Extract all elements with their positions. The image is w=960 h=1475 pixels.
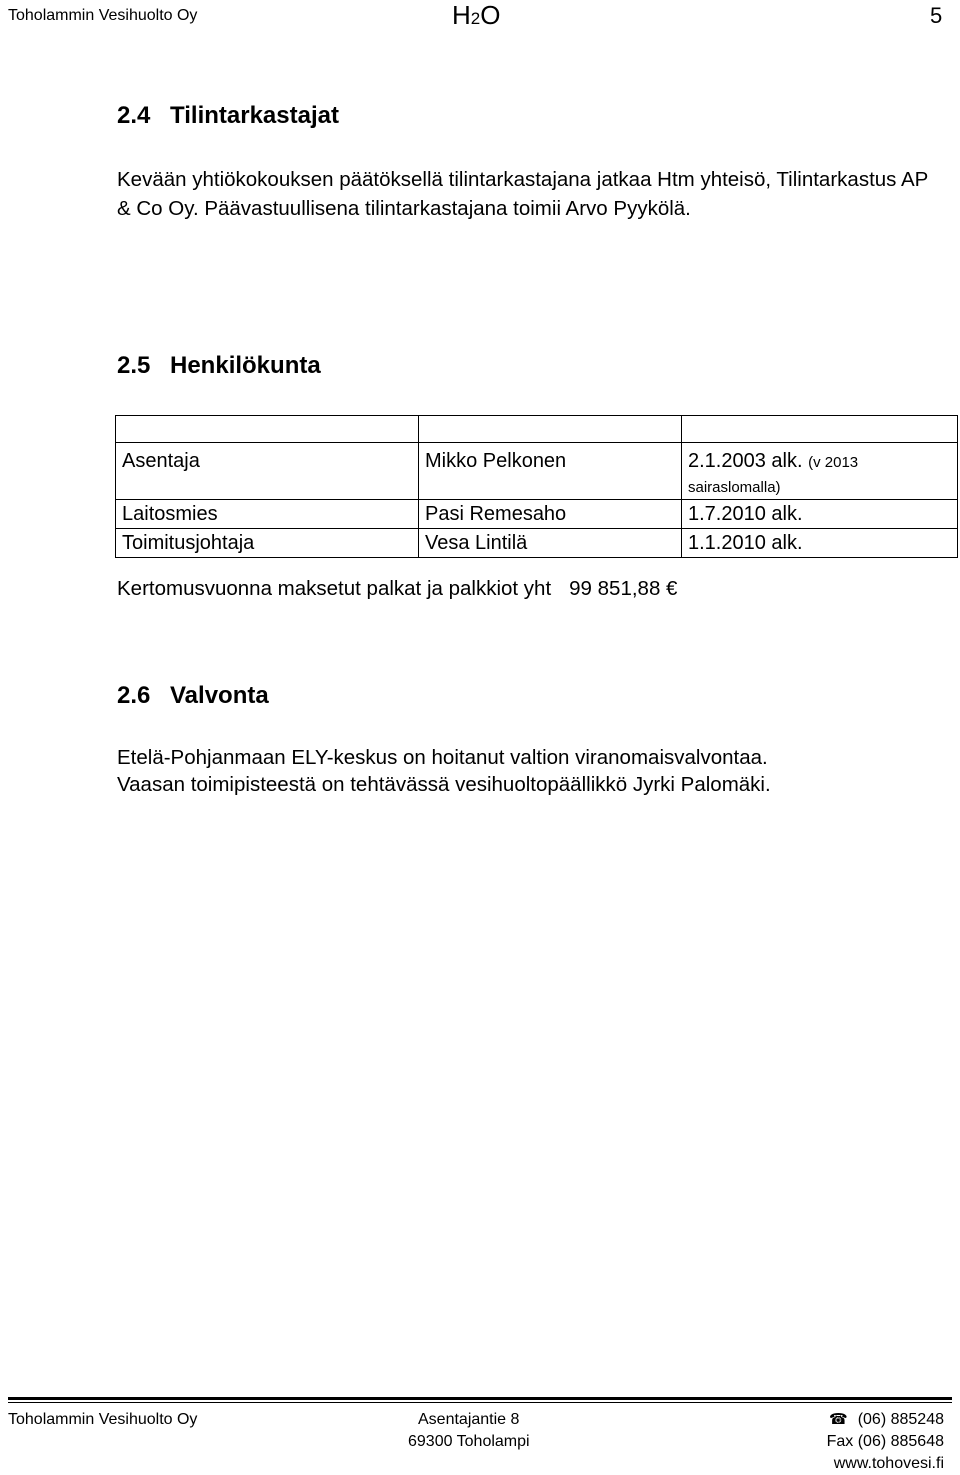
footer-address xyxy=(408,1409,530,1453)
table-cell xyxy=(116,416,419,443)
heading-title: Tilintarkastajat xyxy=(170,102,339,129)
staff-note: (v 2013 sairaslomalla) xyxy=(688,454,859,496)
page-number: 5 xyxy=(930,3,943,28)
table-row xyxy=(116,416,958,443)
heading-staff xyxy=(117,352,321,380)
heading-title: Valvonta xyxy=(170,682,269,709)
salary-label: Kertomusvuonna maksetut palkat ja palkkiot yht xyxy=(117,577,552,600)
footer-web[interactable]: www.tohovesi.fi xyxy=(833,1455,944,1472)
staff-start-date: 2.1.2003 alk. xyxy=(688,450,803,472)
footer-contact xyxy=(827,1409,944,1475)
staff-name: Mikko Pelkonen xyxy=(419,443,682,500)
staff-role: Asentaja xyxy=(116,443,419,500)
staff-name: Pasi Remesaho xyxy=(419,500,682,529)
table-cell xyxy=(419,416,682,443)
table-cell xyxy=(682,416,958,443)
table-row xyxy=(116,529,958,558)
heading-number: 2.6 xyxy=(117,682,151,709)
staff-start: 1.1.2010 alk. xyxy=(682,529,958,558)
staff-start xyxy=(682,443,958,500)
footer-fax: Fax (06) 885648 xyxy=(826,1433,944,1450)
footer-postal: 69300 Toholampi xyxy=(408,1433,530,1450)
supervision-line-2: Vaasan toimipisteestä on tehtävässä vesihuoltopäällikkö Jyrki Palomäki. xyxy=(117,773,771,796)
heading-supervision xyxy=(117,682,269,710)
staff-role: Laitosmies xyxy=(116,500,419,529)
heading-number: 2.5 xyxy=(117,352,151,379)
footer-divider xyxy=(8,1397,952,1400)
staff-start: 1.7.2010 alk. xyxy=(682,500,958,529)
table-row xyxy=(116,500,958,529)
heading-title: Henkilökunta xyxy=(170,352,321,379)
logo-main: H xyxy=(452,0,471,30)
staff-role: Toimitusjohtaja xyxy=(116,529,419,558)
table-row xyxy=(116,443,958,500)
heading-auditors xyxy=(117,102,339,130)
header-company: Toholammin Vesihuolto Oy xyxy=(8,7,198,24)
logo-sub: 2 xyxy=(470,9,481,28)
footer-phone: (06) 885248 xyxy=(857,1411,944,1428)
salary-amount: 99 851,88 € xyxy=(569,577,678,600)
header-logo xyxy=(452,0,500,31)
logo-end: O xyxy=(480,0,501,30)
staff-name: Vesa Lintilä xyxy=(419,529,682,558)
telephone-icon: ☎ xyxy=(829,1411,848,1428)
supervision-line-1: Etelä-Pohjanmaan ELY-keskus on hoitanut valtion viranomaisvalvontaa. xyxy=(117,746,768,769)
footer-company: Toholammin Vesihuolto Oy xyxy=(8,1411,198,1428)
heading-number: 2.4 xyxy=(117,102,151,129)
staff-table xyxy=(115,415,958,558)
auditors-paragraph: Kevään yhtiökokouksen päätöksellä tilintarkastajana jatkaa Htm yhteisö, Tilintarkastus AP & Co Oy. Päävastuullisena tilintarkastajana toimii Arvo Pyykölä. xyxy=(117,168,928,220)
footer-street: Asentajantie 8 xyxy=(418,1411,520,1428)
salary-line xyxy=(117,577,677,601)
footer-divider-thin xyxy=(8,1402,952,1403)
